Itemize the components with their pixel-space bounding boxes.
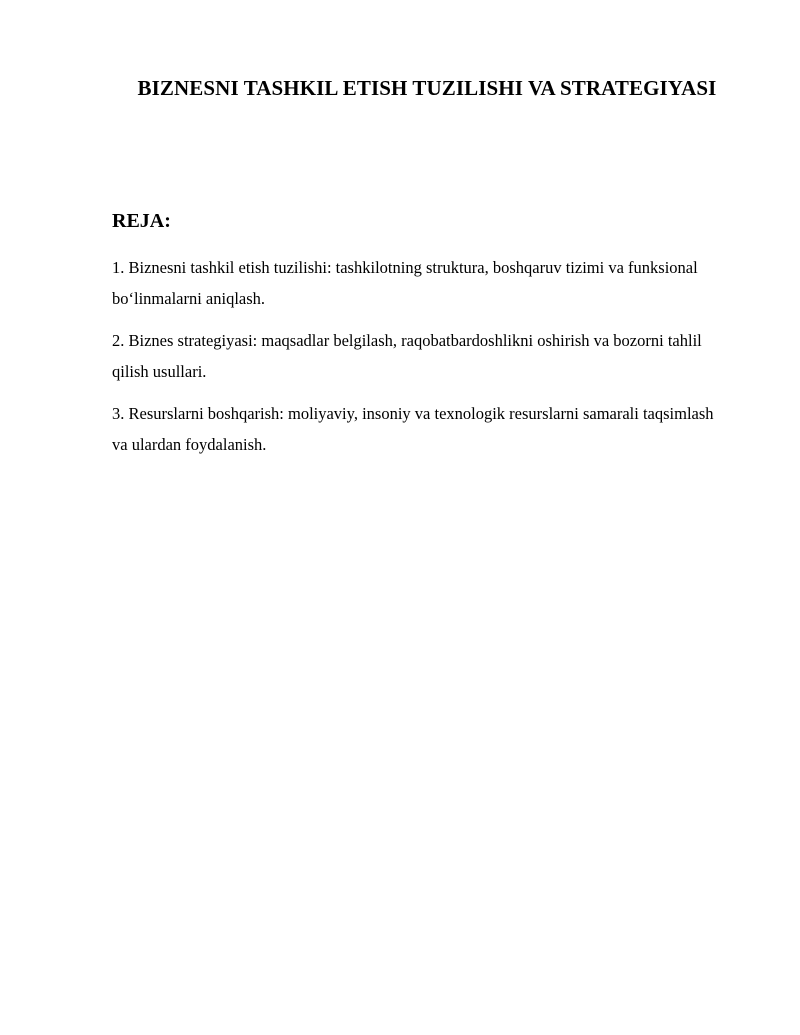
- plan-heading: REJA:: [112, 210, 171, 232]
- document-title: BIZNESNI TASHKIL ETISH TUZILISHI VA STRATEGIYASI: [137, 76, 717, 100]
- plan-list: [112, 252, 722, 471]
- plan-item-1: 1. Biznesni tashkil etish tuzilishi: tashkilotning struktura, boshqaruv tizimi va funksional bo‘linmalarni aniqlash.: [112, 258, 698, 308]
- plan-item-3: 3. Resurslarni boshqarish: moliyaviy, insoniy va texnologik resurslarni samarali taqsimlash va ulardan foydalanish.: [112, 404, 714, 454]
- plan-item-2: 2. Biznes strategiyasi: maqsadlar belgilash, raqobatbardoshlikni oshirish va bozorni tahlil qilish usullari.: [112, 331, 702, 381]
